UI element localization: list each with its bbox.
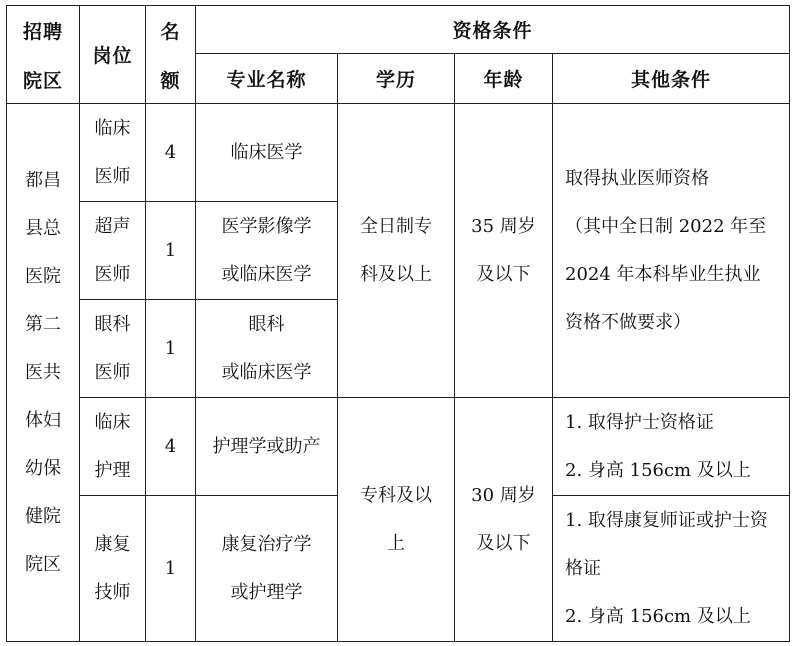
major-cell: 眼科 或临床医学 [196,300,338,398]
header-education: 学历 [338,54,455,104]
education-cell: 全日制专 科及以上 [338,104,455,398]
header-other: 其他条件 [553,54,790,104]
major-cell: 医学影像学 或临床医学 [196,202,338,300]
age-cell: 30 周岁 及以下 [455,398,553,642]
position-cell: 眼科 医师 [80,300,146,398]
other-conditions-cell: 1. 取得护士资格证 2. 身高 156cm 及以上 [553,398,790,496]
quota-cell: 1 [146,300,196,398]
position-cell: 临床 护理 [80,398,146,496]
position-cell: 超声 医师 [80,202,146,300]
quota-cell: 1 [146,202,196,300]
header-campus: 招聘 院区 [7,6,80,104]
header-quota: 名 额 [146,6,196,104]
recruitment-table [6,5,790,642]
position-cell: 临床 医师 [80,104,146,202]
age-cell: 35 周岁 及以下 [455,104,553,398]
quota-cell: 4 [146,104,196,202]
header-age: 年龄 [455,54,553,104]
major-cell: 康复治疗学 或护理学 [196,496,338,642]
other-conditions-cell: 取得执业医师资格 （其中全日制 2022 年至 2024 年本科毕业生执业 资格不做要求） [553,104,790,398]
position-cell: 康复 技师 [80,496,146,642]
quota-cell: 4 [146,398,196,496]
other-conditions-cell: 1. 取得康复师证或护士资 格证 2. 身高 156cm 及以上 [553,496,790,642]
header-qualifications: 资格条件 [196,6,790,54]
education-cell: 专科及以 上 [338,398,455,642]
table-row [7,398,790,496]
major-cell: 临床医学 [196,104,338,202]
header-major: 专业名称 [196,54,338,104]
table-row [7,104,790,202]
campus-cell: 都昌 县总 医院 第二 医共 体妇 幼保 健院 院区 [7,104,80,642]
major-cell: 护理学或助产 [196,398,338,496]
quota-cell: 1 [146,496,196,642]
header-position: 岗位 [80,6,146,104]
